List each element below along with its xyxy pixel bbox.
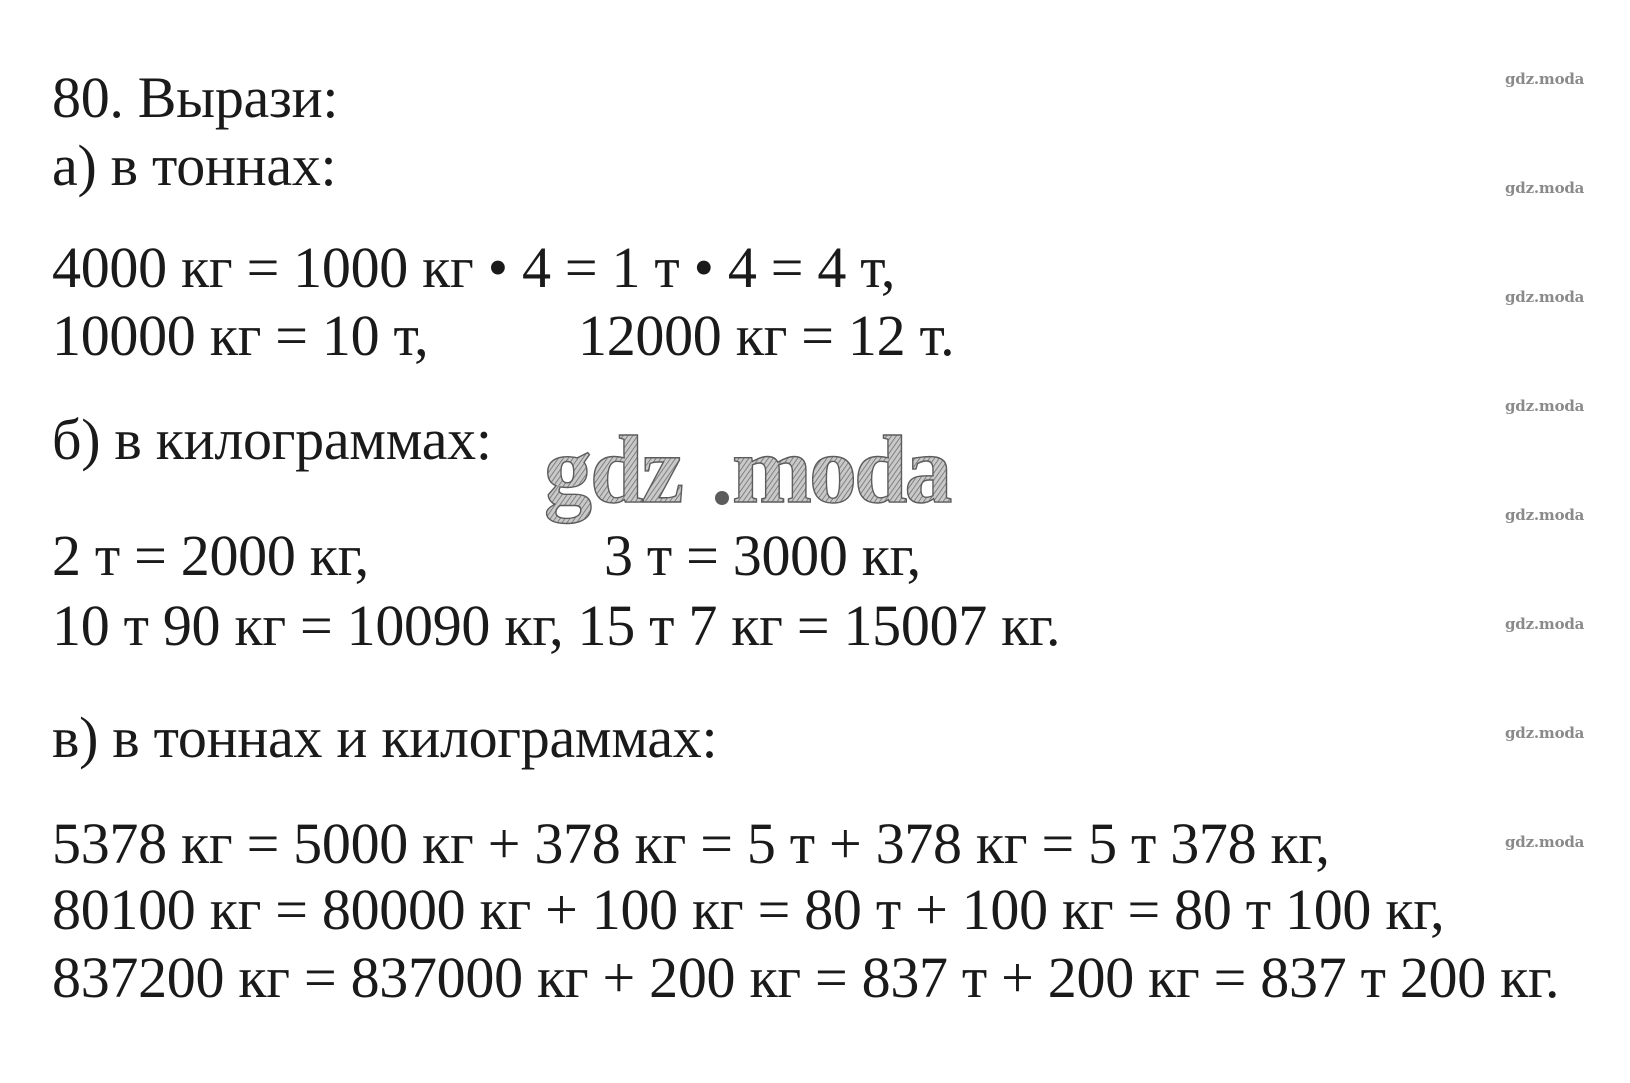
watermark-small: gdz.moda (1505, 397, 1585, 415)
watermark-small: gdz.moda (1505, 179, 1585, 197)
section-b-heading: б) в килограммах: (52, 407, 492, 472)
watermark-small: gdz.moda (1505, 615, 1585, 633)
section-c-line-1: 5378 кг = 5000 кг + 378 кг = 5 т + 378 кг = 5 т 378 кг, (52, 811, 1330, 876)
watermark-small: gdz.moda (1505, 506, 1585, 524)
svg-text:moda: moda (732, 428, 950, 523)
section-c-line-3: 837200 кг = 837000 кг + 200 кг = 837 т + 200 кг = 837 т 200 кг. (52, 945, 1560, 1010)
exercise-title: 80. Вырази: (52, 65, 339, 130)
section-a-line-2-left: 10000 кг = 10 т, (52, 303, 429, 368)
watermark-small: gdz.moda (1505, 288, 1585, 306)
watermark-small: gdz.moda (1505, 70, 1585, 88)
section-b-line-1-right: 3 т = 3000 кг, (604, 523, 921, 588)
section-c-heading: в) в тоннах и килограммах: (52, 705, 718, 770)
watermark-logo (540, 428, 1010, 528)
section-c-line-2: 80100 кг = 80000 кг + 100 кг = 80 т + 100 кг = 80 т 100 кг, (52, 877, 1445, 942)
section-a-heading: а) в тоннах: (52, 133, 337, 198)
watermark-small: gdz.moda (1505, 833, 1585, 851)
watermark-small: gdz.moda (1505, 724, 1585, 742)
section-b-line-1-left: 2 т = 2000 кг, (52, 523, 369, 588)
svg-text:gdz: gdz (544, 428, 682, 523)
section-a-line-2-right: 12000 кг = 12 т. (578, 303, 955, 368)
section-a-line-1: 4000 кг = 1000 кг • 4 = 1 т • 4 = 4 т, (52, 235, 896, 300)
section-b-line-2: 10 т 90 кг = 10090 кг, 15 т 7 кг = 15007 кг. (52, 593, 1061, 658)
